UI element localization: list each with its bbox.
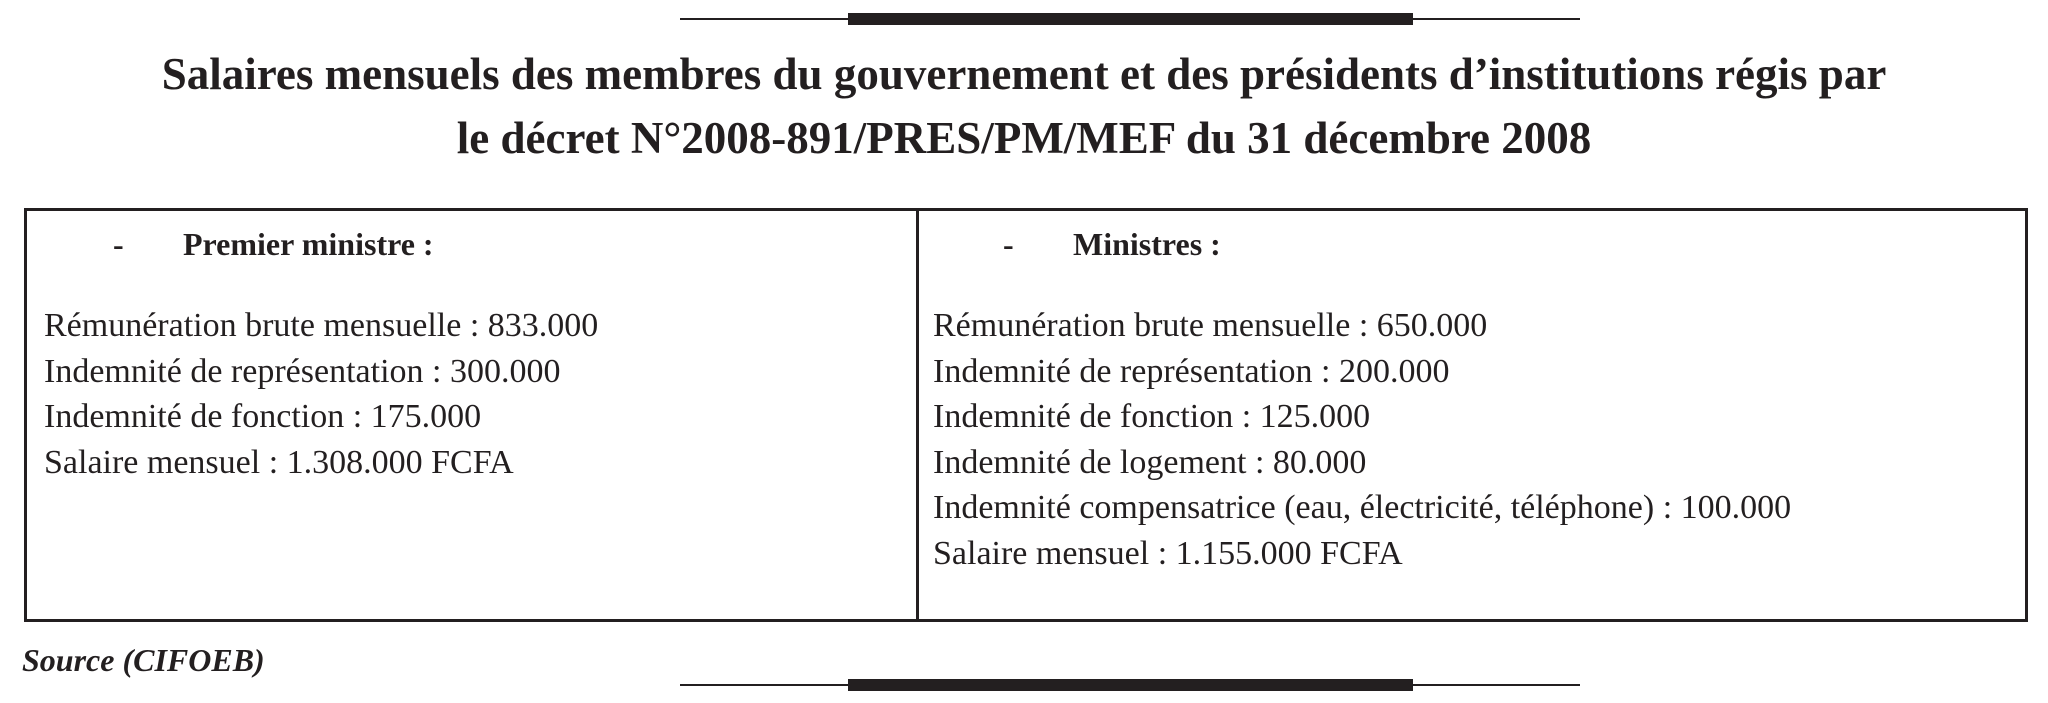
- salary-line: Indemnité de représentation : 200.000: [933, 352, 1450, 390]
- salary-line: Indemnité de fonction : 175.000: [44, 398, 482, 435]
- ministres-heading: [1003, 224, 1221, 264]
- bullet-dash: -: [113, 226, 124, 262]
- title-line-2: le décret N°2008-891/PRES/PM/MEF du 31 décembre 2008: [456, 113, 1592, 163]
- ministres-heading-text: Ministres :: [1073, 226, 1221, 262]
- source-caption: Source (CIFOEB): [22, 642, 265, 678]
- ministres-cell: [919, 211, 2025, 619]
- ministres-salary-lines: [933, 303, 1791, 576]
- bottom-rule-thick-bar: [848, 679, 1413, 691]
- premier-ministre-heading: [113, 224, 434, 264]
- top-decorative-rule: [680, 9, 1580, 29]
- salary-line: Indemnité de logement : 80.000: [933, 443, 1367, 481]
- salary-table: [24, 208, 2028, 622]
- salary-line: Rémunération brute mensuelle : 650.000: [933, 307, 1488, 344]
- premier-ministre-salary-lines: [44, 303, 598, 485]
- salary-line: Indemnité de représentation : 300.000: [44, 352, 561, 390]
- salary-line: Indemnité compensatrice (eau, électricité, téléphone) : 100.000: [933, 489, 1792, 526]
- title-line-1: Salaires mensuels des membres du gouvernement et des présidents d’institutions régis par: [161, 49, 1887, 99]
- top-rule-thick-bar: [848, 13, 1413, 25]
- salary-line: Salaire mensuel : 1.308.000 FCFA: [44, 443, 514, 481]
- bottom-decorative-rule: [680, 675, 1580, 695]
- document-title: [40, 42, 2008, 170]
- bullet-dash: -: [1003, 226, 1014, 262]
- salary-line: Indemnité de fonction : 125.000: [933, 398, 1371, 435]
- premier-ministre-cell: [27, 211, 919, 619]
- premier-ministre-heading-text: Premier ministre :: [183, 226, 434, 262]
- salary-line: Rémunération brute mensuelle : 833.000: [44, 307, 599, 344]
- salary-line: Salaire mensuel : 1.155.000 FCFA: [933, 534, 1403, 572]
